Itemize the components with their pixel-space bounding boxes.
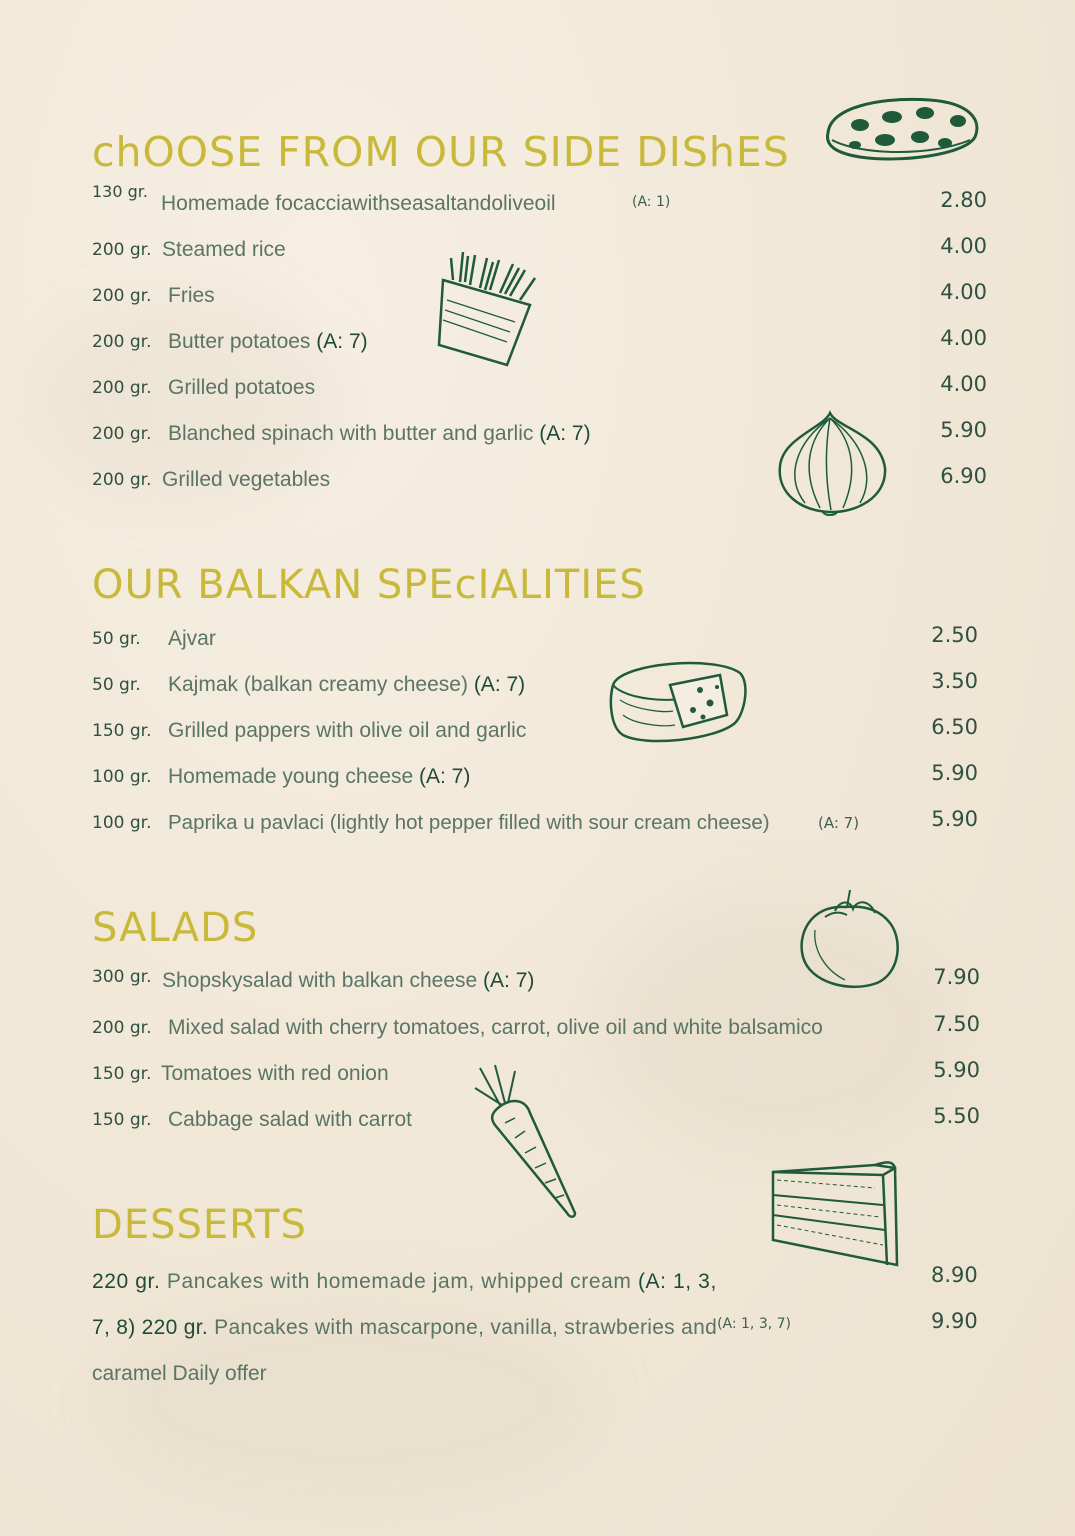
item-weight: 150 gr. [92,1110,152,1130]
item-name-wrap [162,969,534,993]
item-price: 5.50 [933,1104,980,1128]
item-name: Cabbage salad with carrot [168,1108,412,1131]
menu-item [92,623,987,653]
item-weight: 150 gr. [92,1064,152,1084]
menu-item [92,807,987,837]
menu-item [92,372,987,402]
item-weight: 200 gr. [92,470,152,490]
focaccia-icon [820,95,985,165]
item-allergen: (A: 7) [539,422,591,445]
dessert-name: Pancakes with mascarpone, vanilla, strawberies and [214,1316,718,1339]
item-price: 4.00 [940,234,987,258]
item-allergen: (A: 7) [483,969,535,992]
item-name-wrap [168,422,591,446]
item-weight: 200 gr. [92,286,152,306]
item-weight: 200 gr. [92,240,152,260]
cake-icon [765,1160,905,1272]
item-weight: 200 gr. [92,332,152,352]
tomato-icon [795,885,905,995]
item-name: Homemade young cheese [168,765,414,788]
item-price: 6.90 [940,464,987,488]
section-title-side-dishes: chOOSE FROM OUR SIDE DIShES [92,128,790,176]
dessert-allergen: (A: 1, 3, 7) [717,1316,792,1332]
item-weight: 100 gr. [92,767,152,787]
item-weight: 200 gr. [92,1018,152,1038]
item-price: 4.00 [940,326,987,350]
item-name: Grilled vegetables [162,468,331,491]
dessert-weight: 220 gr. [141,1316,208,1339]
item-price: 5.90 [931,761,978,785]
item-name: Ajvar [168,627,216,650]
item-name: Butter potatoes [168,330,311,353]
section-title-salads: SALADS [92,905,259,951]
item-allergen: (A: 1) [632,194,671,210]
item-price: 7.90 [933,965,980,989]
dessert-line-1 [92,1270,717,1294]
menu-item [92,1012,987,1042]
item-price: 6.50 [931,715,978,739]
item-price: 5.90 [931,807,978,831]
item-name: Tomatoes with red onion [161,1062,389,1085]
item-weight: 50 gr. [92,629,141,649]
item-allergen: (A: 7) [419,765,471,788]
item-name: Grilled potatoes [168,376,316,399]
menu-item [92,669,987,699]
item-weight: 200 gr. [92,378,152,398]
menu-item [92,715,987,745]
dessert-price: 9.90 [931,1309,978,1333]
item-allergen: (A: 7) [473,673,526,696]
item-name: Paprika u pavlaci (lightly hot pepper filled with sour cream cheese) [168,811,770,834]
item-allergen: (A: 7) [818,814,860,832]
onion-icon [775,408,890,518]
dessert-allergen-cont: 7, 8) [92,1316,136,1339]
cheese-icon [605,655,750,750]
item-price: 4.00 [940,372,987,396]
item-name-wrap [168,673,525,697]
item-price: 2.50 [931,623,978,647]
section-title-desserts: DESSERTS [92,1202,307,1248]
item-name: Steamed rice [162,238,286,261]
dessert-line-2 [92,1316,791,1340]
dessert-line-3: caramel Daily offer [92,1362,267,1385]
item-name: Shopskysalad with balkan cheese [162,969,478,992]
item-price: 3.50 [931,669,978,693]
item-name: Homemade focacciawithseasaltandoliveoil [161,192,556,215]
menu-item [92,761,987,791]
item-name-wrap [168,765,470,789]
fries-icon [435,250,545,370]
item-weight: 100 gr. [92,813,152,833]
item-price: 5.90 [933,1058,980,1082]
item-weight: 200 gr. [92,424,152,444]
item-name: Mixed salad with cherry tomatoes, carrot, olive oil and white balsamico [168,1016,823,1039]
section-title-balkan: OUR BALKAN SPEcIALITIES [92,562,646,608]
item-price: 2.80 [940,188,987,212]
item-price: 4.00 [940,280,987,304]
item-weight: 300 gr. [92,967,152,987]
dessert-allergen: (A: 1, 3, [637,1270,717,1293]
carrot-icon [470,1063,585,1223]
dessert-weight: 220 gr. [92,1270,161,1293]
item-weight: 50 gr. [92,675,141,695]
dessert-price: 8.90 [931,1263,978,1287]
item-name: Kajmak (balkan creamy cheese) [168,673,468,696]
item-name-wrap [168,330,368,354]
item-allergen: (A: 7) [316,330,368,353]
item-price: 5.90 [940,418,987,442]
item-weight: 130 gr. [92,182,148,201]
item-name: Blanched spinach with butter and garlic [168,422,534,445]
item-weight: 150 gr. [92,721,152,741]
item-price: 7.50 [933,1012,980,1036]
item-name: Fries [168,284,215,307]
dessert-name: Pancakes with homemade jam, whipped cream [166,1270,632,1293]
item-name: Grilled pappers with olive oil and garlic [168,719,527,742]
menu-item [92,182,987,218]
